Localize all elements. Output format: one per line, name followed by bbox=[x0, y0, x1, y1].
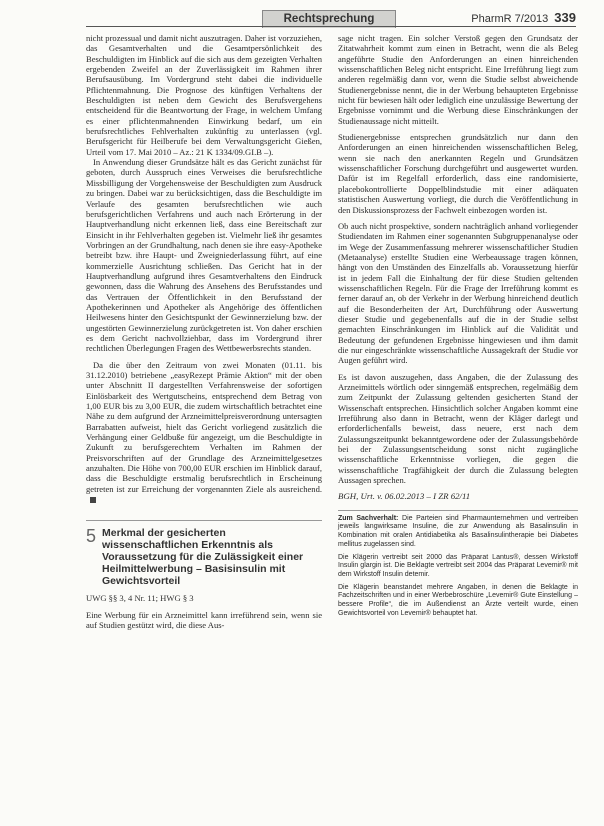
facts-heading: Zum Sachverhalt: bbox=[338, 514, 399, 522]
left-column bbox=[86, 33, 322, 631]
page-number: 339 bbox=[554, 10, 576, 25]
facts-paragraph: Die Klägerin vertreibt seit 2000 das Präparat Lantus®, dessen Wirkstoff Insulin glargin ist. Die Beklagte vertreibt seit 2004 das Präparat Levemir® mit dem Wirkstoff Insulin detemir. bbox=[338, 553, 578, 578]
facts-paragraph: Die Klägerin beanstandet mehrere Angaben, in denen die Beklagte in Fachzeitschriften und in einer Werbebroschüre „Levemir® Gute Einstellung – bessere Profile“, die im Außendienst an Ärzte verteilt wurde, einen Gewichtsvorteil von Levemir® behauptet hat. bbox=[338, 583, 578, 617]
end-of-article-mark bbox=[90, 497, 96, 503]
case-reference: BGH, Urt. v. 06.02.2013 – I ZR 62/11 bbox=[338, 491, 471, 502]
law-reference: UWG §§ 3, 4 Nr. 11; HWG § 3 bbox=[86, 593, 194, 604]
facts-text: Die Parteien sind Pharmaunternehmen und vertreiben jeweils langwirksame Insuline, die zur Anwendung als Basalinsulin in Kombination mit oralen Antidiabetika als Basalinsulintherapie bei Diabetes mellitus zugelassen sind. bbox=[338, 514, 578, 548]
paragraph-with-end-mark bbox=[86, 360, 322, 505]
paragraph: Ob auch nicht prospektive, sondern nachträglich anhand vorliegender Studiendaten im Rahmen einer sogenannten Subgruppenanalyse oder im Wege der Zusammenfassung mehrerer wissenschaftlicher Studien (Metaanalyse) erstellte Studien eine Werbeaussage tragen können, hängt von den Umständen des Einzelfalls ab. Voraussetzung hierfür ist in jedem Fall die Einhaltung der für diese Studien geltenden wissenschaftlichen Regeln. Für die Frage der Irreführung kommt es ferner darauf an, ob der Verkehr in der Werbung hinreichend deutlich auf die Besonderheiten der Art, Durchführung oder Auswertung dieser Studie und gegebenenfalls auf die in der Studie selbst gemachten Einschränkungen im Hinblick auf die Validität und Bedeutung der gefundenen Ergebnisse hingewiesen und ihm damit die nur eingeschränkte wissenschaftliche Aussagekraft der Studie vor Augen geführt wird. bbox=[338, 220, 578, 366]
paragraph: nicht prozessual und damit nicht auszutragen. Daher ist vorzuziehen, das Gesamtverhalten und die Gesamtpersönlichkeit des Beschuldigten im Hinblick auf die sich aus dem gezeigten Verhalten ergebenden Zweifel an der Zuverlässigkeit im Rahmen ihrer Berufsausübung. Im Vordergrund steht dabei die individuelle Pflichtenmahnung. Die Prognose des künftigen Verhaltens der Beschuldigten ist neben dem Gewicht des Berufsvergehens entscheidend für die Beantwortung der Frage, in welchem Umfang es einer pflichtenmahnenden Einwirkung bedarf, um ein berufsrechtliches Fehlverhalten zukünftig zu unterlassen (vgl. Berufsgericht für Heilberufe bei dem Verwaltungsgericht Gießen, Urteil vom 17. Mai 2010 – Az.: 21 K 1334/09.GI.B –). bbox=[86, 33, 322, 157]
paragraph: sage nicht tragen. Ein solcher Verstoß gegen den Grundsatz der Zitatwahrheit kommt zum einen in Betracht, wenn die als Beleg angeführte Studie den Anforderungen an einen hinreichenden wissenschaftlichen Beleg nicht entspricht. Eine Irreführung liegt zum anderen regelmäßig dann vor, wenn die Studie selbst abweichende Studienergebnisse nennt, die in der Werbung behaupteten Ergebnisse nicht für bewiesen hält oder lediglich eine unzulässige Bewertung der Ergebnisse vornimmt und die Werbung diese Einschränkungen der Studienaussage nicht mitteilt. bbox=[338, 33, 578, 126]
header-rule bbox=[86, 26, 576, 27]
guiding-principle: Eine Werbung für ein Arzneimittel kann irreführend sein, wenn sie auf Studien gestützt wird, die diese Aus- bbox=[86, 609, 322, 631]
article-heading bbox=[86, 520, 322, 587]
journal-info bbox=[471, 10, 576, 25]
section-tab: Rechtsprechung bbox=[262, 10, 396, 28]
journal-name: PharmR 7/2013 bbox=[471, 13, 549, 25]
paragraph: In Anwendung dieser Grundsätze hält es das Gericht zunächst für geboten, durch Ausspruch eines Verweises die berufsrechtliche Missbilligung der Vorgehensweise der Beschuldigten zum Ausdruck zu bringen. Dabei war zu berücksichtigen, dass die Beschuldigte im Verlaufe des gesamten berufsrechtlichen wie auch berufsgerichtlichen Verfahrens und auch nach Erörterung in der Hauptverhandlung nicht erkennen ließ, dass eine Bereitschaft zur Einsicht in ihr Fehlverhalten gegeben ist. Vielmehr ließ ihr gesamtes Vorbringen an der Grundhaltung, nach denen sie ihre easy-Apotheke betreibt bzw. ihre Haupt- und Zweigniederlassung führt, auf eine kommerzielle Ausrichtung schließen. Das Gericht hat in der Hauptverhandlung aufgrund ihres Gesamtverhaltens den Eindruck gewonnen, dass die Wahrung des Ansehens des Berufsstandes und das Vertrauen der Öffentlichkeit in den Berufsstand der Apothekerinnen und Apotheker als Angehörige des öffentlichen Heilwesens hinter den Gesichtspunkt der Gewinnerzielung bzw. der ungestörten Gewinnerzielung zurückgetreten ist. Von daher erschien es dem Gericht nachvollziehbar, dass im Vordergrund ihrer rechtlichen Überlegungen Fragen des Wettbewerbsrechts standen. bbox=[86, 157, 322, 354]
facts-paragraph bbox=[338, 515, 578, 550]
facts-section bbox=[338, 510, 578, 619]
article-title: Merkmal der gesicherten wissenschaftlichen Erkenntnis als Voraussetzung für die Zulässigkeit einer Heilmittelwerbung – Basisinsulin mit Gewichtsvorteil bbox=[102, 527, 304, 588]
paragraph-text: Da die über den Zeitraum von zwei Monaten (01.11. bis 31.12.2010) betriebene „easyRezept Prämie Aktion“ mit der oben unter Abschnitt II dargestellten Verfahrensweise der sofortigen Einlösbarkeit des Wertgutscheins, entsprechend dem Betrag von 1,00 EUR bis zu 3,00 EUR, die zudem wirtschaftlich betrachtet eine Nähe zu dem aufgrund der Arzneimittelpreisverordnung untersagten Barrabatten aufweist, hielt das Gericht vorliegend zusätzlich die Verhängung einer Geldbuße für angezeigt, um die Beschuldigte in Zukunft zu berufsgerechtem Verhalten im Rahmen der Preisvorschriften auf der Grundlage des Arzneimittelgesetzes anzuhalten. Die Höhe von 700,00 EUR erschien im Hinblick darauf, dass die Beschuldigte erstmalig berufsrechtlich in Erscheinung getreten ist zur Erreichung der vorgenannten Ziele als ausreichend. bbox=[86, 359, 322, 494]
paragraph: Studienergebnisse entsprechen grundsätzlich nur dann den Anforderungen an einen hinreichenden wissenschaftlichen Beleg, wenn sie nach den anerkannten Regeln und Grundsätzen wissenschaftlicher Forschung durchgeführt und ausgewertet wurden. Dafür ist im Regelfall erforderlich, dass eine randomisierte, placebokontrollierte Doppelblindstudie mit einer adäquaten statistischen Auswertung vorliegt, die durch die Veröffentlichung in den Diskussionsprozess der Fachwelt einbezogen worden ist. bbox=[338, 132, 578, 215]
paragraph: Es ist davon auszugehen, dass Angaben, die der Zulassung des Arzneimittels wörtlich oder sinngemäß entsprechen, regelmäßig dem zum Zeitpunkt der Zulassung geltenden gesicherten Stand der Wissenschaft entsprechen. Hinsichtlich solcher Angaben kommt eine Irreführung also dann in Betracht, wenn der Kläger darlegt und erforderlichenfalls beweist, dass neuere, erst nach dem Zulassungszeitpunkt bekanntgewordene oder der Zulassungsbehörde bei der Zulassungsentscheidung sonst nicht zugängliche wissenschaftliche Erkenntnisse vorliegen, die gegen die wissenschaftliche Tragfähigkeit der durch die Zulassung belegten Aussagen sprechen. bbox=[338, 371, 578, 486]
right-column bbox=[338, 33, 578, 623]
article-number: 5 bbox=[86, 526, 97, 547]
